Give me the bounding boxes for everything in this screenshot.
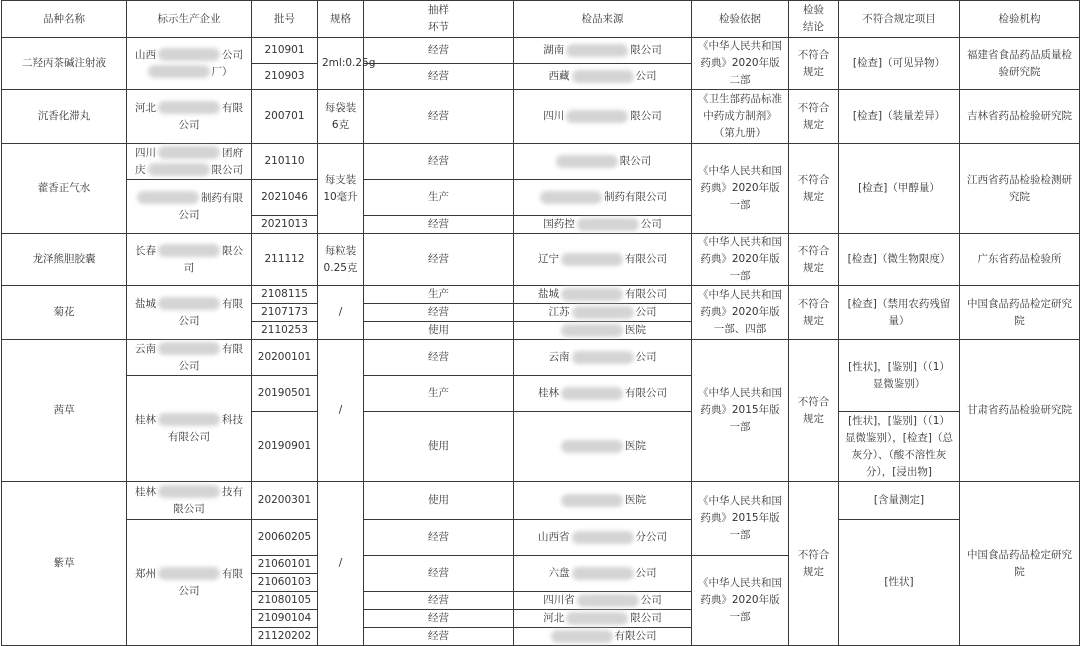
header-sample-source: 检品来源 xyxy=(514,1,692,38)
cell-batch-number: 210110 xyxy=(252,144,318,180)
visible-text: 河北 xyxy=(135,101,156,114)
cell-batch-number: 21060103 xyxy=(252,574,318,592)
header-manufacturer: 标示生产企业 xyxy=(127,1,252,38)
visible-text: 厂） xyxy=(211,65,233,78)
visible-text: 四川 xyxy=(135,146,156,159)
visible-text: 江苏 xyxy=(548,306,570,318)
visible-text: 有限公司 xyxy=(178,297,243,327)
visible-text: 国药控 xyxy=(543,218,575,230)
cell-sample-source xyxy=(514,180,692,216)
redacted-text xyxy=(572,306,634,319)
cell-noncompliant-items: [性状]，[鉴别]（（1）显微鉴别） xyxy=(839,340,960,412)
cell-inspection-basis: 《中华人民共和国药典》2015年版一部 xyxy=(692,340,789,482)
cell-variety: 二羟丙茶碱注射液 xyxy=(2,38,127,90)
inspection-results-table xyxy=(1,0,1080,646)
cell-sample-source xyxy=(514,520,692,556)
visible-text: 有限公司 xyxy=(625,387,667,399)
visible-text: 公司 xyxy=(640,218,662,230)
visible-text: 限公司 xyxy=(630,612,662,624)
header-variety: 品种名称 xyxy=(2,1,127,38)
cell-sample-source xyxy=(514,64,692,90)
cell-manufacturer xyxy=(127,180,252,234)
visible-text: 有限公司 xyxy=(625,253,667,265)
cell-batch-number: 20200301 xyxy=(252,482,318,520)
cell-sample-source xyxy=(514,90,692,144)
cell-specification: 每袋装6克 xyxy=(318,90,364,144)
cell-inspection-conclusion: 不符合规定 xyxy=(789,90,839,144)
cell-variety: 龙泽熊胆胶囊 xyxy=(2,234,127,286)
visible-text: 桂林 xyxy=(538,387,559,399)
cell-inspection-conclusion: 不符合规定 xyxy=(789,482,839,646)
cell-sampling-stage: 经营 xyxy=(364,520,514,556)
cell-batch-number: 2021013 xyxy=(252,216,318,234)
redacted-text xyxy=(158,146,220,159)
cell-inspection-basis: 《中华人民共和国药典》2015年版一部 xyxy=(692,482,789,556)
cell-sampling-stage: 经营 xyxy=(364,64,514,90)
visible-text: 六盘 xyxy=(548,567,570,579)
visible-text: 公司 xyxy=(640,594,662,606)
cell-specification: 2ml:0.25g xyxy=(318,38,364,90)
cell-noncompliant-items: [检查]（可见异物） xyxy=(839,38,960,90)
table-row xyxy=(2,482,1080,520)
cell-inspection-agency: 中国食品药品检定研究院 xyxy=(960,482,1080,646)
visible-text: 山西省 xyxy=(538,531,570,543)
cell-sample-source xyxy=(514,376,692,412)
redacted-text xyxy=(566,612,628,625)
visible-text: 公司 xyxy=(635,306,657,318)
cell-sampling-stage: 经营 xyxy=(364,38,514,64)
cell-inspection-agency: 福建省食品药品质量检验研究院 xyxy=(960,38,1080,90)
cell-sampling-stage: 经营 xyxy=(364,610,514,628)
cell-sample-source xyxy=(514,216,692,234)
redacted-text xyxy=(148,65,210,78)
cell-sample-source xyxy=(514,144,692,180)
cell-inspection-conclusion: 不符合规定 xyxy=(789,144,839,234)
redacted-text xyxy=(158,413,220,426)
visible-text: 技有限公司 xyxy=(173,485,243,515)
cell-sample-source xyxy=(514,556,692,592)
cell-batch-number: 200701 xyxy=(252,90,318,144)
cell-specification: 每粒装0.25克 xyxy=(318,234,364,286)
redacted-text xyxy=(561,440,623,453)
header-inspection-agency: 检验机构 xyxy=(960,1,1080,38)
redacted-text xyxy=(572,351,634,364)
cell-variety: 沉香化滞丸 xyxy=(2,90,127,144)
cell-sample-source xyxy=(514,610,692,628)
redacted-text xyxy=(572,567,634,580)
visible-text: 公司 xyxy=(635,70,657,82)
visible-text: 有限公司 xyxy=(178,567,243,597)
header-specification: 规格 xyxy=(318,1,364,38)
cell-inspection-agency: 甘肃省药品检验研究院 xyxy=(960,340,1080,482)
header-inspection-conclusion: 检验结论 xyxy=(789,1,839,38)
cell-sample-source xyxy=(514,234,692,286)
cell-noncompliant-items: [含量测定] xyxy=(839,482,960,520)
cell-specification: / xyxy=(318,286,364,340)
cell-noncompliant-items: [检查]（装量差异） xyxy=(839,90,960,144)
cell-inspection-basis: 《卫生部药品标准中药成方制剂》（第九册） xyxy=(692,90,789,144)
header-row xyxy=(2,1,1080,38)
cell-manufacturer xyxy=(127,90,252,144)
cell-inspection-basis: 《中华人民共和国药典》2020年版一部、四部 xyxy=(692,286,789,340)
cell-batch-number: 211112 xyxy=(252,234,318,286)
cell-batch-number: 21060101 xyxy=(252,556,318,574)
header-batch-number: 批号 xyxy=(252,1,318,38)
visible-text: 分公司 xyxy=(635,531,667,543)
header-inspection-basis: 检验依据 xyxy=(692,1,789,38)
cell-variety: 紫草 xyxy=(2,482,127,646)
cell-batch-number: 2107173 xyxy=(252,304,318,322)
visible-text: 西藏 xyxy=(548,70,570,82)
visible-text: 有限公司 xyxy=(178,101,243,131)
visible-text: 湖南 xyxy=(543,44,565,56)
cell-manufacturer xyxy=(127,286,252,340)
cell-noncompliant-items: [性状]，[鉴别]（（1）显微鉴别），[检查]（总灰分）、（酸不溶性灰分），[浸出物] xyxy=(839,412,960,482)
visible-text: 制药有限公司 xyxy=(178,191,243,221)
visible-text: 四川省 xyxy=(543,594,575,606)
cell-noncompliant-items: [检查]（禁用农药残留量） xyxy=(839,286,960,340)
cell-inspection-agency: 江西省药品检验检测研究院 xyxy=(960,144,1080,234)
redacted-text xyxy=(556,155,618,168)
cell-inspection-conclusion: 不符合规定 xyxy=(789,286,839,340)
header-sampling-stage: 抽样环节 xyxy=(364,1,514,38)
redacted-text xyxy=(561,324,623,337)
redacted-text xyxy=(577,594,639,607)
cell-batch-number: 2108115 xyxy=(252,286,318,304)
table-row xyxy=(2,520,1080,556)
cell-sampling-stage: 经营 xyxy=(364,628,514,646)
visible-text: 桂林 xyxy=(135,485,156,498)
redacted-text xyxy=(551,630,613,643)
cell-manufacturer xyxy=(127,340,252,376)
visible-text: 医院 xyxy=(625,324,646,336)
visible-text: 科技有限公司 xyxy=(168,413,243,443)
visible-text: 公司 xyxy=(635,351,657,363)
table-body xyxy=(2,38,1080,646)
cell-batch-number: 21080105 xyxy=(252,592,318,610)
visible-text: 限公司 xyxy=(630,110,662,122)
cell-sample-source xyxy=(514,304,692,322)
cell-sampling-stage: 使用 xyxy=(364,412,514,482)
cell-variety: 茜草 xyxy=(2,340,127,482)
cell-sample-source xyxy=(514,482,692,520)
cell-sampling-stage: 使用 xyxy=(364,322,514,340)
table-row xyxy=(2,38,1080,64)
cell-batch-number: 2021046 xyxy=(252,180,318,216)
cell-inspection-conclusion: 不符合规定 xyxy=(789,38,839,90)
cell-specification: 每支装10毫升 xyxy=(318,144,364,234)
cell-inspection-basis: 《中华人民共和国药典》2020年版一部 xyxy=(692,144,789,234)
visible-text: 四川 xyxy=(543,110,565,122)
redacted-text xyxy=(158,101,220,114)
cell-manufacturer xyxy=(127,234,252,286)
table-row xyxy=(2,286,1080,304)
cell-sample-source xyxy=(514,286,692,304)
table-row xyxy=(2,234,1080,286)
visible-text: 云南 xyxy=(135,342,156,355)
redacted-text xyxy=(158,485,220,498)
cell-manufacturer xyxy=(127,144,252,180)
cell-batch-number: 21120202 xyxy=(252,628,318,646)
visible-text: 长春 xyxy=(135,244,156,257)
visible-text: 有限公司 xyxy=(614,630,657,642)
redacted-text xyxy=(158,297,220,310)
cell-sampling-stage: 生产 xyxy=(364,376,514,412)
cell-variety: 菊花 xyxy=(2,286,127,340)
cell-inspection-conclusion: 不符合规定 xyxy=(789,234,839,286)
redacted-text xyxy=(158,244,220,257)
visible-text: 公司 xyxy=(635,567,657,579)
visible-text: 限公司 xyxy=(630,44,662,56)
redacted-text xyxy=(158,567,220,580)
cell-specification: / xyxy=(318,482,364,646)
header-noncompliant-items: 不符合规定项目 xyxy=(839,1,960,38)
visible-text: 限公司 xyxy=(211,163,243,176)
redacted-text xyxy=(572,70,634,83)
cell-sampling-stage: 生产 xyxy=(364,180,514,216)
cell-batch-number: 20060205 xyxy=(252,520,318,556)
cell-sample-source xyxy=(514,38,692,64)
redacted-text xyxy=(566,110,628,123)
visible-text: 制药有限公司 xyxy=(604,191,667,203)
cell-noncompliant-items: [性状] xyxy=(839,520,960,646)
table-row xyxy=(2,90,1080,144)
cell-sampling-stage: 经营 xyxy=(364,144,514,180)
cell-sample-source xyxy=(514,340,692,376)
cell-batch-number: 20190901 xyxy=(252,412,318,482)
visible-text: 公司 xyxy=(222,48,243,61)
redacted-text xyxy=(158,342,220,355)
visible-text: 有限公司 xyxy=(625,288,667,300)
cell-specification: / xyxy=(318,340,364,482)
table-row xyxy=(2,340,1080,376)
cell-inspection-basis: 《中华人民共和国药典》2020年版一部 xyxy=(692,556,789,646)
redacted-text xyxy=(577,218,639,231)
cell-batch-number: 210901 xyxy=(252,38,318,64)
visible-text: 盐城 xyxy=(538,288,559,300)
cell-manufacturer xyxy=(127,38,252,90)
cell-sampling-stage: 经营 xyxy=(364,216,514,234)
cell-inspection-agency: 广东省药品检验所 xyxy=(960,234,1080,286)
cell-sample-source xyxy=(514,592,692,610)
visible-text: 医院 xyxy=(625,440,646,452)
visible-text: 限公司 xyxy=(619,155,652,167)
redacted-text xyxy=(540,191,602,204)
cell-manufacturer xyxy=(127,376,252,482)
visible-text: 有限公司 xyxy=(178,342,243,372)
cell-sampling-stage: 经营 xyxy=(364,234,514,286)
redacted-text xyxy=(148,163,210,176)
redacted-text xyxy=(561,387,623,400)
cell-inspection-basis: 《中华人民共和国药典》2020年版二部 xyxy=(692,38,789,90)
cell-sampling-stage: 经营 xyxy=(364,592,514,610)
cell-noncompliant-items: [检查]（微生物限度） xyxy=(839,234,960,286)
visible-text: 山西 xyxy=(135,48,156,61)
redacted-text xyxy=(158,48,220,61)
redacted-text xyxy=(561,253,623,266)
cell-sampling-stage: 经营 xyxy=(364,340,514,376)
cell-sampling-stage: 经营 xyxy=(364,556,514,592)
redacted-text xyxy=(572,531,634,544)
cell-inspection-agency: 中国食品药品检定研究院 xyxy=(960,286,1080,340)
visible-text: 盐城 xyxy=(135,297,156,310)
redacted-text xyxy=(561,494,623,507)
visible-text: 郑州 xyxy=(135,567,156,580)
visible-text: 桂林 xyxy=(135,413,156,426)
cell-manufacturer xyxy=(127,482,252,520)
cell-batch-number: 21090104 xyxy=(252,610,318,628)
cell-sampling-stage: 经营 xyxy=(364,90,514,144)
cell-batch-number: 20190501 xyxy=(252,376,318,412)
cell-sample-source xyxy=(514,412,692,482)
visible-text: 辽宁 xyxy=(538,253,559,265)
cell-sampling-stage: 使用 xyxy=(364,482,514,520)
cell-batch-number: 2110253 xyxy=(252,322,318,340)
cell-sampling-stage: 经营 xyxy=(364,304,514,322)
visible-text: 医院 xyxy=(625,494,646,506)
cell-batch-number: 210903 xyxy=(252,64,318,90)
cell-noncompliant-items: [检查]（甲醇量） xyxy=(839,144,960,234)
cell-sampling-stage: 生产 xyxy=(364,286,514,304)
cell-variety: 藿香正气水 xyxy=(2,144,127,234)
cell-inspection-agency: 吉林省药品检验研究院 xyxy=(960,90,1080,144)
cell-inspection-conclusion: 不符合规定 xyxy=(789,340,839,482)
visible-text: 河北 xyxy=(543,612,565,624)
cell-inspection-basis: 《中华人民共和国药典》2020年版一部 xyxy=(692,234,789,286)
redacted-text xyxy=(137,191,199,204)
table-row xyxy=(2,144,1080,180)
visible-text: 团府庆 xyxy=(135,146,243,176)
cell-batch-number: 20200101 xyxy=(252,340,318,376)
visible-text: 云南 xyxy=(548,351,570,363)
redacted-text xyxy=(566,44,628,57)
redacted-text xyxy=(561,288,623,301)
cell-sample-source xyxy=(514,628,692,646)
visible-text: 限公司 xyxy=(183,244,243,274)
cell-manufacturer xyxy=(127,520,252,646)
cell-sample-source xyxy=(514,322,692,340)
